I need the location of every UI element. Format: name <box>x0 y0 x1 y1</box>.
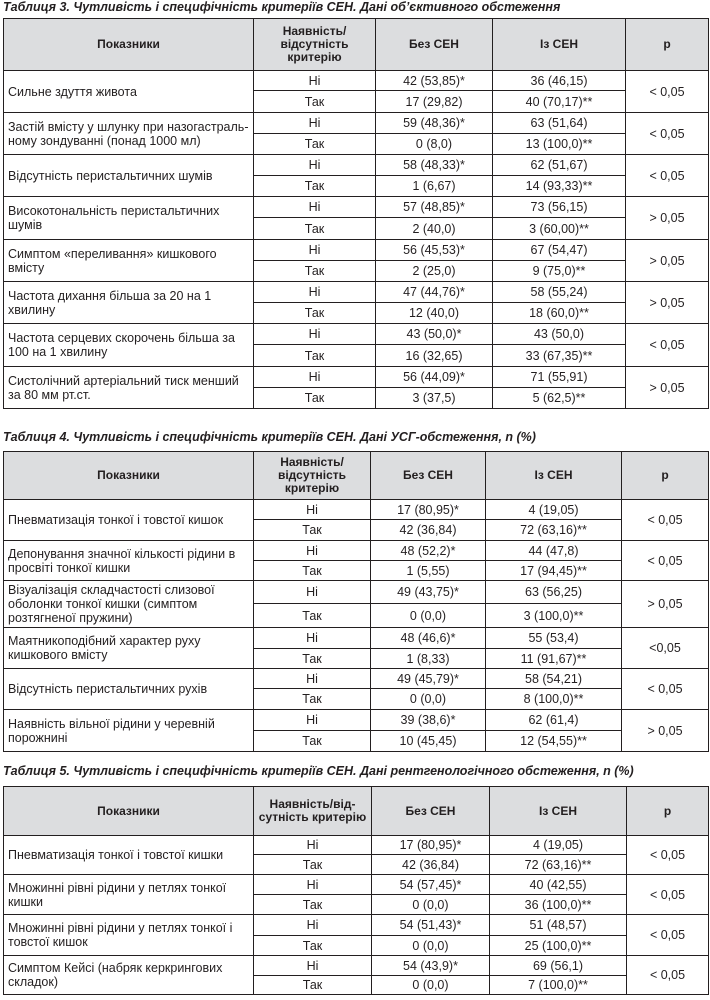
without-sen-cell: 42 (36,84) <box>372 855 490 875</box>
p-value-cell: <0,05 <box>622 628 709 669</box>
criterion-cell: Ні <box>254 113 376 134</box>
with-sen-cell: 18 (60,0)** <box>493 303 626 324</box>
table3 <box>3 18 709 409</box>
with-sen-cell: 14 (93,33)** <box>493 176 626 197</box>
criterion-cell: Так <box>254 895 372 915</box>
criterion-cell: Так <box>254 936 372 956</box>
criterion-cell: Так <box>254 388 376 409</box>
without-sen-cell: 17 (29,82) <box>376 91 493 113</box>
criterion-cell: Ні <box>254 710 371 731</box>
criterion-cell: Так <box>254 520 371 541</box>
indicator-cell: Симптом Кейсі (набряк керкрингових складок) <box>4 956 254 995</box>
table3-caption: Таблиця 3. Чутливість і специфічність критеріїв СЕН. Дані об’єктивного обстеження <box>3 0 561 14</box>
p-value-cell: > 0,05 <box>622 581 709 628</box>
criterion-cell: Так <box>254 345 376 367</box>
table5 <box>3 786 709 995</box>
with-sen-cell: 25 (100,0)** <box>490 936 627 956</box>
table-row <box>4 367 709 388</box>
header-cell: Показники <box>4 452 254 500</box>
with-sen-cell: 72 (63,16)** <box>490 855 627 875</box>
criterion-cell: Ні <box>254 581 371 604</box>
without-sen-cell: 54 (57,45)* <box>372 875 490 895</box>
p-value-cell: < 0,05 <box>622 541 709 581</box>
without-sen-cell: 42 (36,84) <box>371 520 486 541</box>
with-sen-cell: 11 (91,67)** <box>486 649 622 669</box>
without-sen-cell: 54 (51,43)* <box>372 915 490 936</box>
table-row <box>4 155 709 176</box>
with-sen-cell: 43 (50,0) <box>493 324 626 345</box>
without-sen-cell: 56 (45,53)* <box>376 240 493 261</box>
with-sen-cell: 33 (67,35)** <box>493 345 626 367</box>
criterion-cell: Ні <box>254 197 376 218</box>
with-sen-cell: 67 (54,47) <box>493 240 626 261</box>
with-sen-cell: 71 (55,91) <box>493 367 626 388</box>
with-sen-cell: 4 (19,05) <box>490 836 627 855</box>
header-row <box>4 452 709 500</box>
indicator-cell: Симптом «переливання» кишкового вмісту <box>4 240 254 282</box>
p-value-cell: < 0,05 <box>626 71 709 113</box>
table-row <box>4 581 709 604</box>
without-sen-cell: 1 (5,55) <box>371 561 486 581</box>
with-sen-cell: 58 (54,21) <box>486 669 622 689</box>
criterion-cell: Ні <box>254 155 376 176</box>
p-value-cell: > 0,05 <box>626 240 709 282</box>
p-value-cell: < 0,05 <box>622 669 709 710</box>
without-sen-cell: 16 (32,65) <box>376 345 493 367</box>
criterion-cell: Так <box>254 91 376 113</box>
header-row <box>4 19 709 71</box>
criterion-cell: Так <box>254 649 371 669</box>
table-row <box>4 710 709 731</box>
with-sen-cell: 5 (62,5)** <box>493 388 626 409</box>
without-sen-cell: 17 (80,95)* <box>371 500 486 520</box>
without-sen-cell: 0 (0,0) <box>372 976 490 995</box>
with-sen-cell: 40 (70,17)** <box>493 91 626 113</box>
indicator-cell: Пневматизація тонкої і товстої кишки <box>4 836 254 875</box>
table-row <box>4 915 709 936</box>
indicator-cell: Множинні рівні рідини у петлях тонкої і товстої кишок <box>4 915 254 956</box>
with-sen-cell: 7 (100,0)** <box>490 976 627 995</box>
header-cell: p <box>626 19 709 71</box>
with-sen-cell: 63 (56,25) <box>486 581 622 604</box>
indicator-cell: Маятникоподібний характер руху кишкового вмісту <box>4 628 254 669</box>
indicator-cell: Застій вмісту у шлунку при назогастральному зондуванні (понад 1000 мл) <box>4 113 254 155</box>
p-value-cell: < 0,05 <box>627 836 709 875</box>
criterion-cell: Ні <box>254 71 376 91</box>
table-row <box>4 113 709 134</box>
without-sen-cell: 0 (8,0) <box>376 134 493 155</box>
without-sen-cell: 10 (45,45) <box>371 731 486 752</box>
table-row <box>4 669 709 689</box>
table5-caption: Таблиця 5. Чутливість і специфічність критеріїв СЕН. Дані рентгенологічного обстеження, n (%) <box>3 764 634 778</box>
indicator-cell: Високотональність перистальтичних шумів <box>4 197 254 240</box>
without-sen-cell: 43 (50,0)* <box>376 324 493 345</box>
without-sen-cell: 0 (0,0) <box>371 689 486 710</box>
table-row <box>4 541 709 561</box>
with-sen-cell: 9 (75,0)** <box>493 261 626 282</box>
with-sen-cell: 44 (47,8) <box>486 541 622 561</box>
criterion-cell: Так <box>254 604 371 628</box>
without-sen-cell: 39 (38,6)* <box>371 710 486 731</box>
indicator-cell: Частота серцевих скорочень більша за 100 на 1 хвилину <box>4 324 254 367</box>
without-sen-cell: 49 (43,75)* <box>371 581 486 604</box>
criterion-cell: Так <box>254 261 376 282</box>
indicator-cell: Наявність вільної рідини у черевній порожнині <box>4 710 254 752</box>
p-value-cell: < 0,05 <box>627 875 709 915</box>
with-sen-cell: 13 (100,0)** <box>493 134 626 155</box>
table4-caption: Таблиця 4. Чутливість і специфічність критеріїв СЕН. Дані УСГ-обстеження, n (%) <box>3 430 536 444</box>
criterion-cell: Так <box>254 976 372 995</box>
with-sen-cell: 58 (55,24) <box>493 282 626 303</box>
p-value-cell: < 0,05 <box>626 155 709 197</box>
without-sen-cell: 48 (52,2)* <box>371 541 486 561</box>
with-sen-cell: 36 (100,0)** <box>490 895 627 915</box>
header-cell: Із СЕН <box>493 19 626 71</box>
without-sen-cell: 57 (48,85)* <box>376 197 493 218</box>
p-value-cell: > 0,05 <box>626 197 709 240</box>
header-cell: Без СЕН <box>376 19 493 71</box>
criterion-cell: Так <box>254 303 376 324</box>
p-value-cell: < 0,05 <box>627 956 709 995</box>
header-row <box>4 787 709 836</box>
p-value-cell: > 0,05 <box>626 367 709 409</box>
criterion-cell: Ні <box>254 500 371 520</box>
with-sen-cell: 55 (53,4) <box>486 628 622 649</box>
table-row <box>4 875 709 895</box>
indicator-cell: Пневматизація тонкої і товстої кишок <box>4 500 254 541</box>
table-row <box>4 197 709 218</box>
without-sen-cell: 17 (80,95)* <box>372 836 490 855</box>
with-sen-cell: 51 (48,57) <box>490 915 627 936</box>
criterion-cell: Так <box>254 134 376 155</box>
criterion-cell: Ні <box>254 956 372 976</box>
header-cell: Показники <box>4 787 254 836</box>
criterion-cell: Ні <box>254 628 371 649</box>
criterion-cell: Так <box>254 176 376 197</box>
with-sen-cell: 3 (100,0)** <box>486 604 622 628</box>
indicator-cell: Депонування значної кількості рідини в просвіті тонкої кишки <box>4 541 254 581</box>
indicator-cell: Частота дихання більша за 20 на 1 хвилину <box>4 282 254 324</box>
header-cell: Без СЕН <box>372 787 490 836</box>
with-sen-cell: 62 (61,4) <box>486 710 622 731</box>
table-row <box>4 71 709 91</box>
indicator-cell: Множинні рівні рідини у петлях тонкої кишки <box>4 875 254 915</box>
indicator-cell: Відсутність перистальтичних шумів <box>4 155 254 197</box>
header-cell: Наявність/ відсутність критерію <box>254 452 371 500</box>
without-sen-cell: 58 (48,33)* <box>376 155 493 176</box>
without-sen-cell: 49 (45,79)* <box>371 669 486 689</box>
indicator-cell: Систолічний артеріальний тиск менший за 80 мм рт.ст. <box>4 367 254 409</box>
without-sen-cell: 2 (25,0) <box>376 261 493 282</box>
without-sen-cell: 59 (48,36)* <box>376 113 493 134</box>
table-row <box>4 500 709 520</box>
header-cell: Без СЕН <box>371 452 486 500</box>
without-sen-cell: 0 (0,0) <box>372 895 490 915</box>
without-sen-cell: 42 (53,85)* <box>376 71 493 91</box>
table-row <box>4 628 709 649</box>
without-sen-cell: 1 (6,67) <box>376 176 493 197</box>
without-sen-cell: 56 (44,09)* <box>376 367 493 388</box>
table-row <box>4 836 709 855</box>
without-sen-cell: 48 (46,6)* <box>371 628 486 649</box>
without-sen-cell: 0 (0,0) <box>372 936 490 956</box>
table-row <box>4 240 709 261</box>
criterion-cell: Так <box>254 561 371 581</box>
header-cell: Із СЕН <box>486 452 622 500</box>
without-sen-cell: 0 (0,0) <box>371 604 486 628</box>
table-row <box>4 956 709 976</box>
indicator-cell: Сильне здуття живота <box>4 71 254 113</box>
table-row <box>4 282 709 303</box>
p-value-cell: > 0,05 <box>622 710 709 752</box>
indicator-cell: Відсутність перистальтичних рухів <box>4 669 254 710</box>
p-value-cell: < 0,05 <box>626 113 709 155</box>
with-sen-cell: 69 (56,1) <box>490 956 627 976</box>
table-row <box>4 324 709 345</box>
criterion-cell: Ні <box>254 240 376 261</box>
criterion-cell: Ні <box>254 669 371 689</box>
without-sen-cell: 1 (8,33) <box>371 649 486 669</box>
criterion-cell: Так <box>254 689 371 710</box>
with-sen-cell: 3 (60,00)** <box>493 218 626 240</box>
with-sen-cell: 63 (51,64) <box>493 113 626 134</box>
criterion-cell: Так <box>254 731 371 752</box>
header-cell: Показники <box>4 19 254 71</box>
header-cell: Наявність/відсутність критерію <box>254 787 372 836</box>
p-value-cell: < 0,05 <box>627 915 709 956</box>
with-sen-cell: 4 (19,05) <box>486 500 622 520</box>
with-sen-cell: 8 (100,0)** <box>486 689 622 710</box>
criterion-cell: Ні <box>254 282 376 303</box>
criterion-cell: Ні <box>254 367 376 388</box>
with-sen-cell: 36 (46,15) <box>493 71 626 91</box>
with-sen-cell: 12 (54,55)** <box>486 731 622 752</box>
with-sen-cell: 73 (56,15) <box>493 197 626 218</box>
without-sen-cell: 12 (40,0) <box>376 303 493 324</box>
with-sen-cell: 72 (63,16)** <box>486 520 622 541</box>
header-cell: p <box>622 452 709 500</box>
indicator-cell: Візуалізація складчастості слизової оболонки тонкої кишки (симптом розтягненої пружини) <box>4 581 254 628</box>
header-cell: Наявність/ відсутність критерію <box>254 19 376 71</box>
with-sen-cell: 40 (42,55) <box>490 875 627 895</box>
header-cell: p <box>627 787 709 836</box>
criterion-cell: Ні <box>254 541 371 561</box>
criterion-cell: Ні <box>254 875 372 895</box>
criterion-cell: Так <box>254 218 376 240</box>
without-sen-cell: 2 (40,0) <box>376 218 493 240</box>
without-sen-cell: 47 (44,76)* <box>376 282 493 303</box>
criterion-cell: Ні <box>254 836 372 855</box>
criterion-cell: Так <box>254 855 372 875</box>
criterion-cell: Ні <box>254 324 376 345</box>
without-sen-cell: 3 (37,5) <box>376 388 493 409</box>
p-value-cell: < 0,05 <box>622 500 709 541</box>
criterion-cell: Ні <box>254 915 372 936</box>
header-cell: Із СЕН <box>490 787 627 836</box>
p-value-cell: < 0,05 <box>626 324 709 367</box>
without-sen-cell: 54 (43,9)* <box>372 956 490 976</box>
with-sen-cell: 17 (94,45)** <box>486 561 622 581</box>
with-sen-cell: 62 (51,67) <box>493 155 626 176</box>
p-value-cell: > 0,05 <box>626 282 709 324</box>
table4 <box>3 451 709 752</box>
